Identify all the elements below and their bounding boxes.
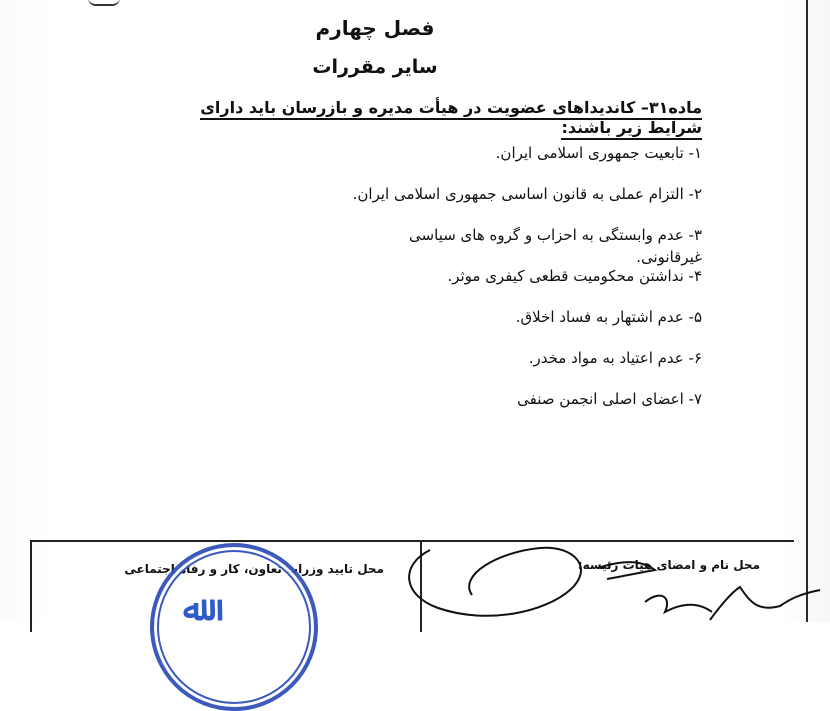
requirement-item: ۵- عدم اشتهار به فساد اخلاق. [515,308,702,326]
official-stamp [150,543,318,711]
section-title: سایر مقررات [312,56,438,78]
chapter-title: فصل چهارم [315,16,435,40]
requirement-item: ۴- نداشتن محکومیت قطعی کیفری موثر. [447,267,702,285]
requirements-list [342,142,702,429]
page-border [806,0,808,622]
table-divider [420,542,422,632]
emblem-icon: ﷲ [183,589,203,629]
top-handwritten-mark [88,0,120,6]
requirement-item: ۷- اعضای اصلی انجمن صنفی [517,390,702,408]
requirement-item: ۱- تابعیت جمهوری اسلامی ایران. [495,144,702,162]
signature-table [30,540,794,632]
board-signature-label: محل نام و امضای هیات رئیسه: [577,558,760,572]
requirement-item: ۳- عدم وابستگی به احزاب و گروه های سیاسی غیرقانونی. [409,226,702,266]
article-heading [182,98,702,138]
ministry-approval-label: محل تایید وزرات تعاون، کار و رفاه اجتماعی [124,562,384,576]
requirement-item: ۶- عدم اعتیاد به مواد مخدر. [528,349,702,367]
article-title: ماده۳۱– کاندیداهای عضویت در هیأت مدیره و بازرسان باید دارای شرایط زیر باشند: [200,98,702,140]
requirement-item: ۲- التزام عملی به قانون اساسی جمهوری اسلامی ایران. [352,185,702,203]
